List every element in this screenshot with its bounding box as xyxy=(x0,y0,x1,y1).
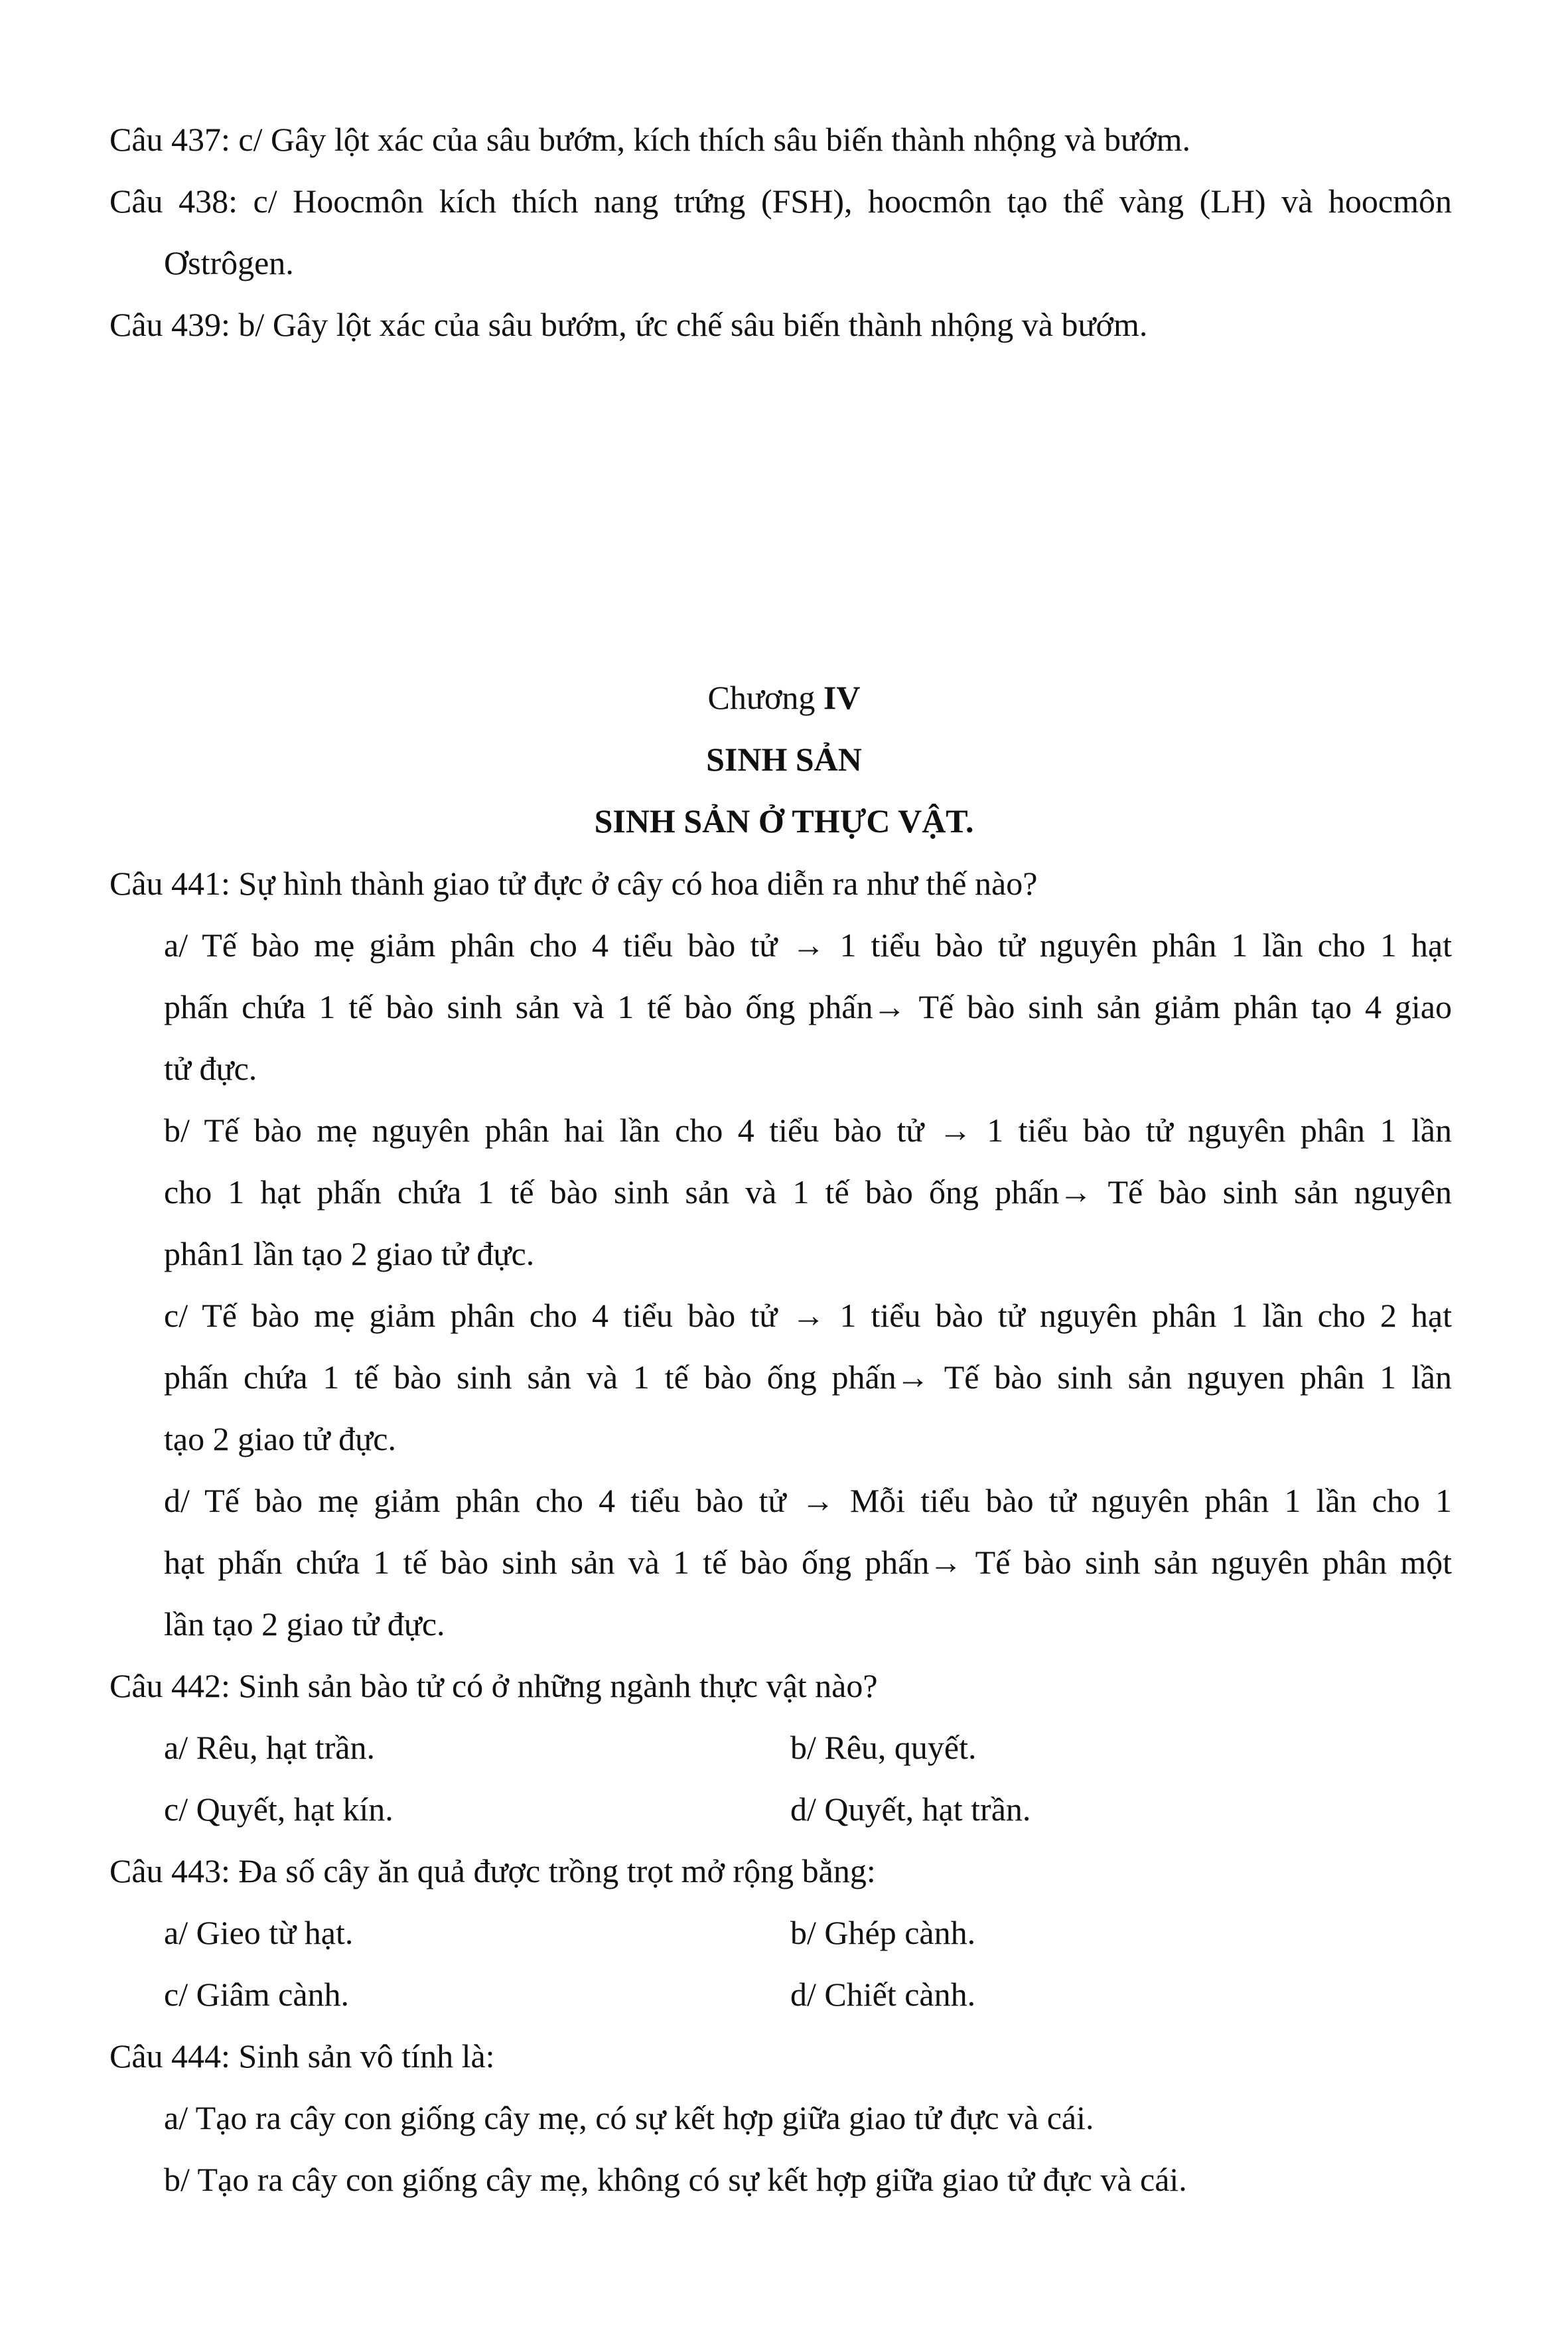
question-443-option-c: c/ Giâm cành. xyxy=(164,1976,350,2013)
answer-439: Câu 439: b/ Gây lột xác của sâu bướm, ức chế sâu biến thành nhộng và bướm. xyxy=(109,306,1148,343)
question-444-option-b: b/ Tạo ra cây con giống cây mẹ, không có sự kết hợp giữa giao tử đực và cái. xyxy=(164,2161,1187,2198)
question-442-option-a: a/ Rêu, hạt trần. xyxy=(164,1729,375,1766)
question-441-option-b-line3: phân1 lần tạo 2 giao tử đực. xyxy=(164,1235,535,1272)
question-443-option-d: d/ Chiết cành. xyxy=(790,1976,976,2013)
question-441-option-b-line1: b/ Tế bào mẹ nguyên phân hai lần cho 4 tiểu bào tử → 1 tiểu bào tử nguyên phân 1 lần xyxy=(164,1112,1452,1149)
question-441-option-d-line2: hạt phấn chứa 1 tế bào sinh sản và 1 tế bào ống phấn→ Tế bào sinh sản nguyên phân một xyxy=(164,1544,1452,1581)
question-441-option-c-line2: phấn chứa 1 tế bào sinh sản và 1 tế bào ống phấn→ Tế bào sinh sản nguyen phân 1 lần xyxy=(164,1359,1452,1396)
chapter-title: SINH SẢN xyxy=(706,741,862,778)
question-441-option-a-line2: phấn chứa 1 tế bào sinh sản và 1 tế bào ống phấn→ Tế bào sinh sản giảm phân tạo 4 giao xyxy=(164,988,1452,1025)
chapter-heading xyxy=(0,678,1568,717)
question-442-stem: Câu 442: Sinh sản bào tử có ở những ngành thực vật nào? xyxy=(109,1667,878,1704)
question-441-option-a-line1: a/ Tế bào mẹ giảm phân cho 4 tiểu bào tử → 1 tiểu bào tử nguyên phân 1 lần cho 1 hạt xyxy=(164,926,1452,964)
question-441-option-c-line1: c/ Tế bào mẹ giảm phân cho 4 tiểu bào tử → 1 tiểu bào tử nguyên phân 1 lần cho 2 hạt xyxy=(164,1297,1452,1334)
question-441-option-b-line2: cho 1 hạt phấn chứa 1 tế bào sinh sản và 1 tế bào ống phấn→ Tế bào sinh sản nguyên xyxy=(164,1173,1452,1211)
chapter-subtitle: SINH SẢN Ở THỰC VẬT. xyxy=(594,802,974,840)
question-442-option-c: c/ Quyết, hạt kín. xyxy=(164,1791,393,1828)
question-441-stem: Câu 441: Sự hình thành giao tử đực ở cây có hoa diễn ra như thế nào? xyxy=(109,865,1038,902)
question-441-option-a-line3: tử đực. xyxy=(164,1050,257,1087)
question-441-option-d-line3: lần tạo 2 giao tử đực. xyxy=(164,1605,445,1643)
question-443-stem: Câu 443: Đa số cây ăn quả được trồng trọt mở rộng bằng: xyxy=(109,1852,876,1889)
question-444-stem: Câu 444: Sinh sản vô tính là: xyxy=(109,2037,495,2075)
question-442-option-d: d/ Quyết, hạt trần. xyxy=(790,1791,1031,1828)
chapter-number: IV xyxy=(823,679,861,716)
question-441-option-d-line1: d/ Tế bào mẹ giảm phân cho 4 tiểu bào tử → Mỗi tiểu bào tử nguyên phân 1 lần cho 1 xyxy=(164,1482,1452,1519)
question-444-option-a: a/ Tạo ra cây con giống cây mẹ, có sự kết hợp giữa giao tử đực và cái. xyxy=(164,2099,1094,2136)
question-442-option-b: b/ Rêu, quyết. xyxy=(790,1729,977,1766)
question-443-option-a: a/ Gieo từ hạt. xyxy=(164,1914,354,1951)
answer-438-line2: Ơstrôgen. xyxy=(164,244,294,281)
question-443-option-b: b/ Ghép cành. xyxy=(790,1914,976,1951)
answer-437: Câu 437: c/ Gây lột xác của sâu bướm, kích thích sâu biến thành nhộng và bướm. xyxy=(109,121,1190,158)
answer-438-line1: Câu 438: c/ Hoocmôn kích thích nang trứng (FSH), hoocmôn tạo thể vàng (LH) và hoocmôn xyxy=(109,183,1452,220)
chapter-label: Chương xyxy=(707,679,816,716)
question-441-option-c-line3: tạo 2 giao tử đực. xyxy=(164,1420,396,1457)
